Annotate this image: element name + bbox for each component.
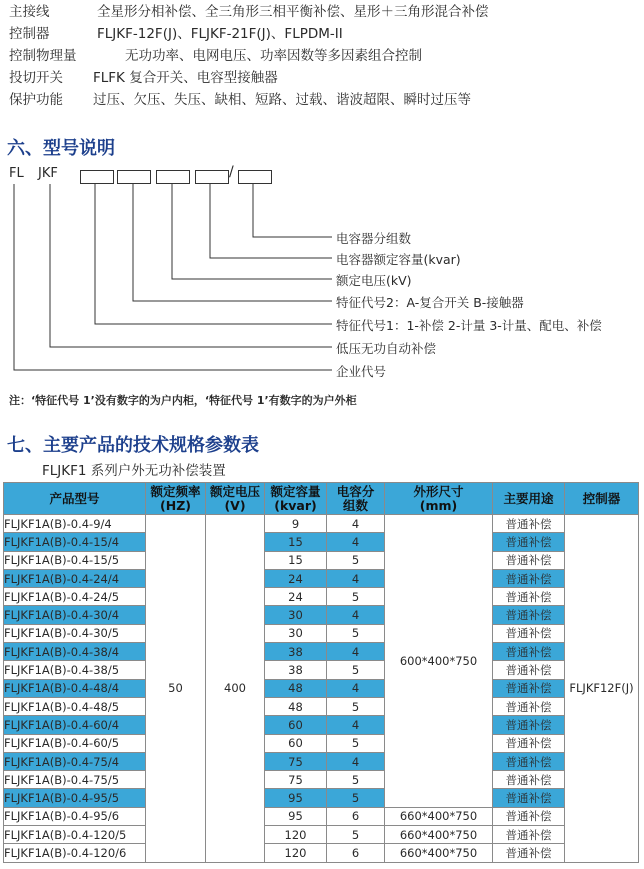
table-row xyxy=(4,844,639,862)
cell-capacity: 24 xyxy=(265,588,327,606)
table-row xyxy=(4,624,639,642)
th-dims: 外形尺寸 (mm) xyxy=(385,483,493,515)
cell-groups: 4 xyxy=(327,515,385,533)
cell-groups: 5 xyxy=(327,624,385,642)
cell-groups: 4 xyxy=(327,533,385,551)
th-freq: 额定频率 (HZ) xyxy=(146,483,206,515)
label-enterprise: 企业代号 xyxy=(336,364,387,379)
cell-capacity: 38 xyxy=(265,643,327,661)
cell-groups: 5 xyxy=(327,826,385,844)
cell-groups: 4 xyxy=(327,752,385,770)
cell-capacity: 95 xyxy=(265,807,327,825)
cell-capacity: 60 xyxy=(265,716,327,734)
cell-usage: 普通补偿 xyxy=(493,624,565,642)
cell-model: FLJKF1A(B)-0.4-75/5 xyxy=(4,771,146,789)
spec-value: 全星形分相补偿、全三角形三相平衡补偿、星形＋三角形混合补偿 xyxy=(97,4,489,20)
cell-model: FLJKF1A(B)-0.4-95/6 xyxy=(4,807,146,825)
cell-freq-merged: 50 xyxy=(146,515,206,863)
cell-usage: 普通补偿 xyxy=(493,844,565,862)
cell-dims: 660*400*750 xyxy=(385,807,493,825)
table-row xyxy=(4,734,639,752)
cell-model: FLJKF1A(B)-0.4-30/5 xyxy=(4,624,146,642)
cell-groups: 4 xyxy=(327,569,385,587)
cell-model: FLJKF1A(B)-0.4-24/4 xyxy=(4,569,146,587)
spec-value: FLFK 复合开关、电容型接触器 xyxy=(93,70,278,86)
cell-capacity: 60 xyxy=(265,734,327,752)
cell-usage: 普通补偿 xyxy=(493,734,565,752)
cell-usage: 普通补偿 xyxy=(493,789,565,807)
cell-usage: 普通补偿 xyxy=(493,515,565,533)
spec-value: 过压、欠压、失压、缺相、短路、过载、谐波超限、瞬时过压等 xyxy=(93,92,471,108)
table-row xyxy=(4,643,639,661)
cell-groups: 5 xyxy=(327,789,385,807)
table-row xyxy=(4,771,639,789)
section-6-title: 六、型号说明 xyxy=(7,138,115,159)
th-voltage: 额定电压 (V) xyxy=(206,483,265,515)
cell-usage: 普通补偿 xyxy=(493,771,565,789)
cell-groups: 4 xyxy=(327,679,385,697)
cell-dims-merged: 600*400*750 xyxy=(385,515,493,808)
cell-capacity: 9 xyxy=(265,515,327,533)
cell-usage: 普通补偿 xyxy=(493,716,565,734)
cell-model: FLJKF1A(B)-0.4-60/4 xyxy=(4,716,146,734)
cell-model: FLJKF1A(B)-0.4-120/6 xyxy=(4,844,146,862)
cell-groups: 6 xyxy=(327,844,385,862)
cell-usage: 普通补偿 xyxy=(493,606,565,624)
cell-model: FLJKF1A(B)-0.4-15/5 xyxy=(4,551,146,569)
table-row xyxy=(4,661,639,679)
cell-voltage-merged: 400 xyxy=(206,515,265,863)
code-slash: / xyxy=(229,164,234,180)
cell-model: FLJKF1A(B)-0.4-15/4 xyxy=(4,533,146,551)
cell-model: FLJKF1A(B)-0.4-48/5 xyxy=(4,697,146,715)
th-capacity: 额定容量 (kvar) xyxy=(265,483,327,515)
tree-line-code2 xyxy=(133,184,332,301)
cell-model: FLJKF1A(B)-0.4-75/4 xyxy=(4,752,146,770)
tree-line-capacity xyxy=(210,184,332,258)
table-row xyxy=(4,697,639,715)
cell-model: FLJKF1A(B)-0.4-30/4 xyxy=(4,606,146,624)
cell-groups: 5 xyxy=(327,771,385,789)
cell-groups: 5 xyxy=(327,551,385,569)
model-note: 注：‘特征代号 1’没有数字的为户内柜，‘特征代号 1’有数字的为户外柜 xyxy=(9,394,357,407)
cell-capacity: 30 xyxy=(265,606,327,624)
cell-capacity: 95 xyxy=(265,789,327,807)
spec-label: 投切开关 xyxy=(9,70,63,86)
cell-capacity: 15 xyxy=(265,551,327,569)
cell-capacity: 48 xyxy=(265,679,327,697)
spec-table xyxy=(3,482,639,863)
cell-usage: 普通补偿 xyxy=(493,551,565,569)
cell-usage: 普通补偿 xyxy=(493,569,565,587)
cell-model: FLJKF1A(B)-0.4-48/4 xyxy=(4,679,146,697)
cell-groups: 5 xyxy=(327,734,385,752)
cell-usage: 普通补偿 xyxy=(493,533,565,551)
th-usage: 主要用途 xyxy=(493,483,565,515)
label-capacity: 电容器额定容量(kvar) xyxy=(336,252,461,267)
cell-model: FLJKF1A(B)-0.4-38/4 xyxy=(4,643,146,661)
cell-capacity: 15 xyxy=(265,533,327,551)
cell-capacity: 75 xyxy=(265,752,327,770)
tree-line-group-count xyxy=(253,184,332,237)
cell-usage: 普通补偿 xyxy=(493,588,565,606)
cell-groups: 4 xyxy=(327,606,385,624)
spec-label: 保护功能 xyxy=(9,92,63,108)
cell-groups: 5 xyxy=(327,661,385,679)
cell-groups: 4 xyxy=(327,716,385,734)
table-row xyxy=(4,606,639,624)
spec-value: FLJKF-12F(J)、FLJKF-21F(J)、FLPDM-II xyxy=(97,26,343,42)
table-row xyxy=(4,533,639,551)
table-row xyxy=(4,789,639,807)
table-header-row xyxy=(4,483,639,515)
table-row xyxy=(4,588,639,606)
table-row xyxy=(4,515,639,533)
cell-usage: 普通补偿 xyxy=(493,752,565,770)
cell-capacity: 120 xyxy=(265,844,327,862)
tree-line-code1 xyxy=(95,184,332,324)
tree-line-jkf xyxy=(50,184,332,347)
cell-usage: 普通补偿 xyxy=(493,697,565,715)
code-prefix-jkf: JKF xyxy=(38,166,58,181)
cell-groups: 5 xyxy=(327,588,385,606)
cell-model: FLJKF1A(B)-0.4-95/5 xyxy=(4,789,146,807)
cell-model: FLJKF1A(B)-0.4-38/5 xyxy=(4,661,146,679)
tree-line-enterprise xyxy=(14,184,332,370)
cell-usage: 普通补偿 xyxy=(493,826,565,844)
cell-model: FLJKF1A(B)-0.4-9/4 xyxy=(4,515,146,533)
table-row xyxy=(4,826,639,844)
cell-dims: 660*400*750 xyxy=(385,826,493,844)
cell-capacity: 30 xyxy=(265,624,327,642)
spec-label: 控制物理量 xyxy=(9,48,77,64)
cell-groups: 4 xyxy=(327,643,385,661)
spec-label: 主接线 xyxy=(9,4,50,20)
label-group-count: 电容器分组数 xyxy=(336,231,412,246)
cell-groups: 6 xyxy=(327,807,385,825)
cell-capacity: 75 xyxy=(265,771,327,789)
cell-capacity: 120 xyxy=(265,826,327,844)
label-jkf: 低压无功自动补偿 xyxy=(336,341,437,356)
table-row xyxy=(4,569,639,587)
spec-value: 无功功率、电网电压、功率因数等多因素组合控制 xyxy=(125,48,422,64)
tree-lines xyxy=(0,0,644,400)
spec-label: 控制器 xyxy=(9,26,50,42)
label-voltage: 额定电压(kV) xyxy=(336,273,412,288)
cell-model: FLJKF1A(B)-0.4-120/5 xyxy=(4,826,146,844)
table-row xyxy=(4,807,639,825)
table-row xyxy=(4,752,639,770)
cell-model: FLJKF1A(B)-0.4-60/5 xyxy=(4,734,146,752)
section-7-title: 七、主要产品的技术规格参数表 xyxy=(7,435,259,456)
cell-capacity: 48 xyxy=(265,697,327,715)
table-row xyxy=(4,716,639,734)
cell-controller-merged: FLJKF12F(J) xyxy=(565,515,639,863)
label-code2: 特征代号2：A-复合开关 B-接触器 xyxy=(336,295,524,310)
cell-usage: 普通补偿 xyxy=(493,679,565,697)
cell-groups: 5 xyxy=(327,697,385,715)
cell-capacity: 38 xyxy=(265,661,327,679)
cell-usage: 普通补偿 xyxy=(493,661,565,679)
table-subtitle: FLJKF1 系列户外无功补偿装置 xyxy=(42,463,226,479)
th-model: 产品型号 xyxy=(4,483,146,515)
table-row xyxy=(4,679,639,697)
th-controller: 控制器 xyxy=(565,483,639,515)
label-code1: 特征代号1：1-补偿 2-计量 3-计量、配电、补偿 xyxy=(336,318,602,333)
table-row xyxy=(4,551,639,569)
cell-model: FLJKF1A(B)-0.4-24/5 xyxy=(4,588,146,606)
code-prefix-fl: FL xyxy=(9,166,24,181)
cell-dims: 660*400*750 xyxy=(385,844,493,862)
cell-capacity: 24 xyxy=(265,569,327,587)
cell-usage: 普通补偿 xyxy=(493,807,565,825)
cell-usage: 普通补偿 xyxy=(493,643,565,661)
tree-line-voltage xyxy=(172,184,332,279)
th-groups: 电容分 组数 xyxy=(327,483,385,515)
